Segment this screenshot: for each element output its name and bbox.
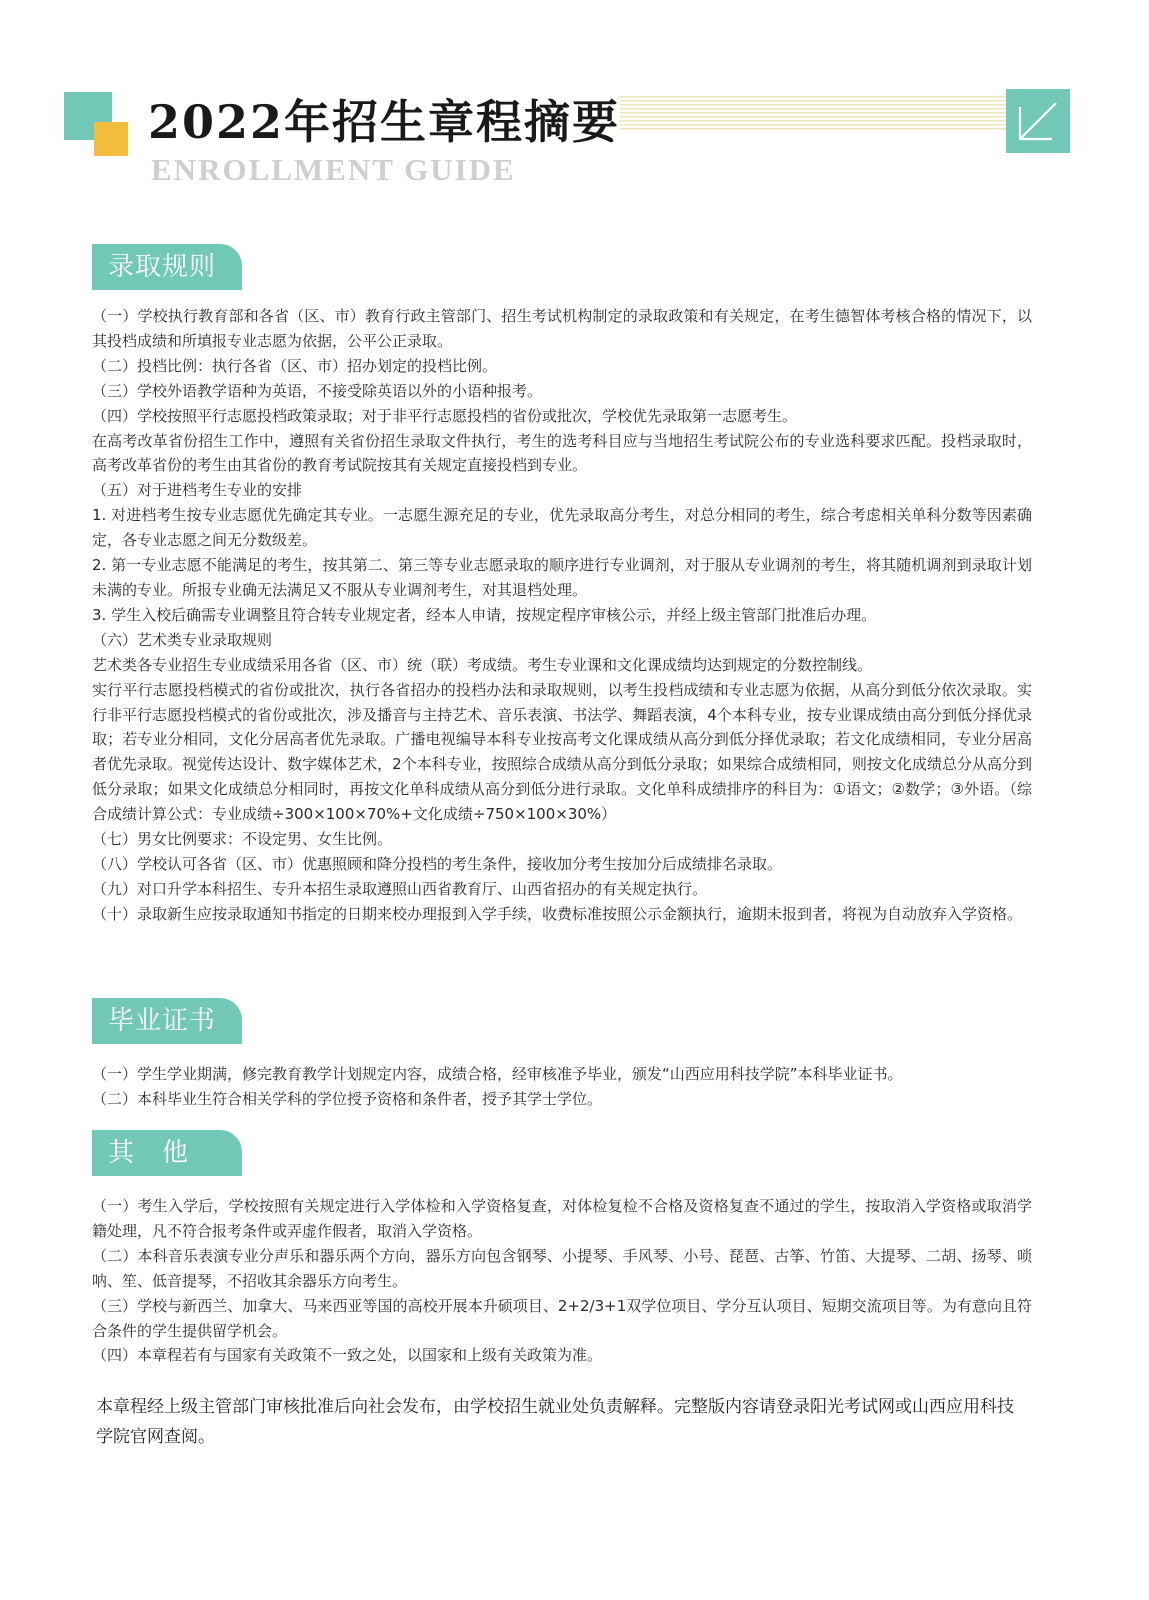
paragraph: （六）艺术类专业录取规则 (92, 630, 273, 649)
paragraph: 艺术类各专业招生专业成绩采用各省（区、市）统（联）考成绩。考生专业课和文化课成绩均达到规定的分数控制线。 (92, 655, 873, 674)
paragraph: （一）学校执行教育部和各省（区、市）教育行政主管部门、招生考试机构制定的录取政策和有关规定，在考生德智体考核合格的情况下，以其投档成绩和所填报专业志愿为依据，公平公正录取。 (92, 307, 1032, 350)
section-body-diploma (92, 1062, 1032, 1112)
paragraph: 3. 学生入校后确需专业调整且符合转专业规定者，经本人申请，按规定程序审核公示，并经上级主管部门批准后办理。 (92, 605, 877, 624)
decor-yellow-square (94, 122, 128, 156)
paragraph: （五）对于进档考生专业的安排 (92, 481, 303, 500)
paragraph: （二）本科音乐表演专业分声乐和器乐两个方向，器乐方向包含钢琴、小提琴、手风琴、小号、琵琶、古筝、竹笛、大提琴、二胡、扬琴、唢呐、笙、低音提琴，不招收其余器乐方向考生。 (92, 1246, 1032, 1290)
paragraph: 1. 对进档考生按专业志愿优先确定其专业。一志愿生源充足的专业，优先录取高分考生，对总分相同的考生，综合考虑相关单科分数等因素确定，各专业志愿之间无分数级差。 (92, 506, 1032, 550)
paragraph: （八）学校认可各省（区、市）优惠照顾和降分投档的考生条件，接收加分考生按加分后成绩排名录取。 (92, 854, 783, 873)
paragraph: 2. 第一专业志愿不能满足的考生，按其第二、第三等专业志愿录取的顺序进行专业调剂，对于服从专业调剂的考生，将其随机调剂到录取计划未满的专业。所报专业确无法满足又不服从专业调剂考生，对其退档处理。 (92, 556, 1032, 599)
paragraph: （三）学校外语教学语种为英语，不接受除英语以外的小语种报考。 (92, 381, 543, 400)
corner-arrow-box (1006, 89, 1070, 153)
paragraph: （十）录取新生应按录取通知书指定的日期来校办理报到入学手续，收费标准按照公示金额执行，逾期未报到者，将视为自动放弃入学资格。 (92, 904, 1023, 923)
decor-stripes (620, 96, 1006, 132)
section-body-other (92, 1194, 1032, 1368)
arrow-down-left-icon (1006, 89, 1070, 153)
paragraph: （一）考生入学后，学校按照有关规定进行入学体检和入学资格复查，对体检复检不合格及资格复查不通过的学生，按取消入学资格或取消学籍处理，凡不符合报考条件或弄虚作假者，取消入学资格。 (92, 1197, 1032, 1240)
section-body-admission (92, 304, 1032, 927)
paragraph: （九）对口升学本科招生、专升本招生录取遵照山西省教育厅、山西省招办的有关规定执行。 (92, 879, 708, 898)
closing-statement: 本章程经上级主管部门审核批准后向社会发布，由学校招生就业处负责解释。完整版内容请登录阳光考试网或山西应用科技学院官网查阅。 (96, 1397, 1014, 1447)
paragraph: 在高考改革省份招生工作中，遵照有关省份招生录取文件执行，考生的选考科目应与当地招生考试院公布的专业选科要求匹配。投档录取时，高考改革省份的考生由其省份的教育考试院按其有关规定直接投档到专业。 (92, 431, 1032, 475)
paragraph: （三）学校与新西兰、加拿大、马来西亚等国的高校开展本升硕项目、2+2/3+1双学位项目、学分互认项目、短期交流项目等。为有意向且符合条件的学生提供留学机会。 (92, 1296, 1032, 1340)
paragraph: （四）学校按照平行志愿投档政策录取；对于非平行志愿投档的省份或批次，学校优先录取第一志愿考生。 (92, 406, 798, 425)
section-header-other: 其 他 (92, 1130, 242, 1176)
paragraph: （七）男女比例要求：不设定男、女生比例。 (92, 830, 393, 849)
section-header-diploma: 毕业证书 (92, 998, 242, 1044)
section-header-admission: 录取规则 (92, 244, 242, 290)
paragraph: 实行平行志愿投档模式的省份或批次，执行各省招办的投档办法和录取规则，以考生投档成绩和专业志愿为依据，从高分到低分依次录取。实行非平行志愿投档模式的省份或批次，涉及播音与主持艺术、音乐表演、书法学、舞蹈表演，4个本科专业，按专业课成绩由高分到低分择优录取；若专业分相同，文化分居高者优先录取。广播电视编导本科专业按高考文化课成绩从高分到低分择优录取；若文化成绩相同，专业分居高者优先录取。视觉传达设计、数字媒体艺术，2个本科专业，按照综合成绩从高分到低分录取；如果综合成绩相同，则按文化成绩总分从高分到低分录取；如果文化成绩总分相同时，再按文化单科成绩从高分到低分进行录取。文化单科成绩排序的科目为：①语文；②数学；③外语。（综合成绩计算公式：专业成绩÷300×100×70%+文化成绩÷750×100×30%） (92, 680, 1032, 824)
paragraph: （二）投档比例：执行各省（区、市）招办划定的投档比例。 (92, 356, 498, 375)
paragraph: （四）本章程若有与国家有关政策不一致之处，以国家和上级有关政策为准。 (92, 1346, 603, 1365)
paragraph: （二）本科毕业生符合相关学科的学位授予资格和条件者，授予其学士学位。 (92, 1089, 603, 1108)
page-subtitle: ENROLLMENT GUIDE (151, 152, 516, 187)
paragraph: （一）学生学业期满，修完教育教学计划规定内容，成绩合格，经审核准予毕业，颁发“山西应用科技学院”本科毕业证书。 (92, 1065, 903, 1083)
page-title: 2022年招生章程摘要 (148, 95, 621, 149)
